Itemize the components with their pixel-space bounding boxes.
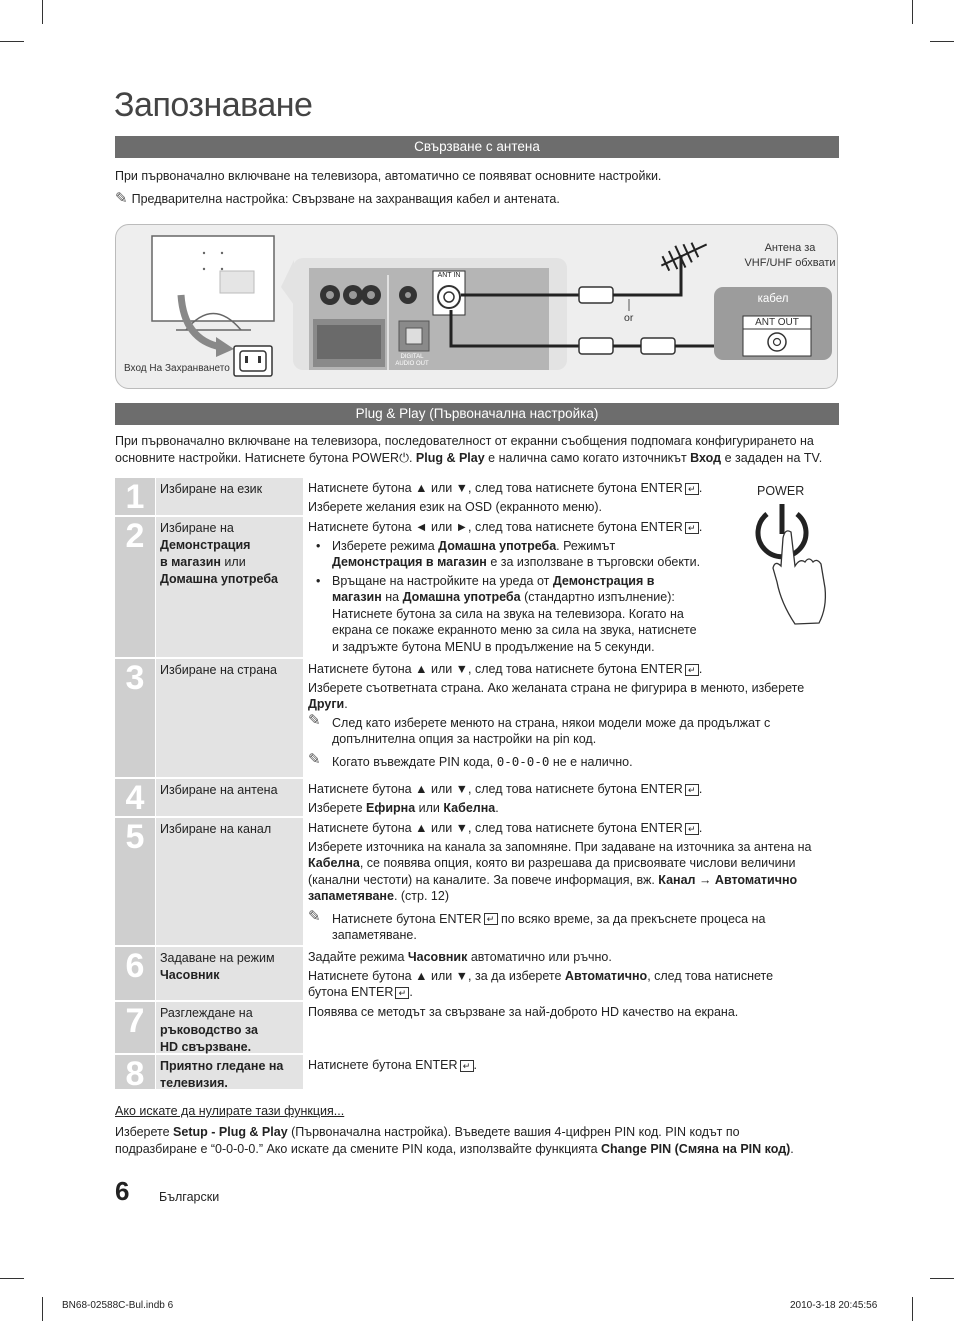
step-row [115, 779, 839, 816]
reset-bold: Change PIN (Смяна на PIN код) [601, 1142, 791, 1156]
intro-power: POWER [351, 451, 400, 465]
section-antenna-text: При първоначално включване на телевизора, автоматично се появяват основните настройки. [115, 169, 662, 183]
step-label-bold: Демонстрация [160, 538, 251, 552]
step-bold: Домашна употреба [438, 538, 557, 553]
step-description: Натиснете бутона ▲ или ▼, след това натиснете бутона ENTER ↵ . Изберете съответната страна. Ако желаната страна не фигурира в менюто, изберете Други. ✎ След като изберете менюто на страна, някои модели може да продължат с допълнителна опция за настройки на pin код. ✎ Когато въвеждате PIN кода, 0-0-0-0 не е налично. [308, 662, 805, 769]
step-label-bold: Домашна употреба [160, 572, 278, 586]
step-text: Натиснете бутона ▲ или ▼, след това натиснете бутона [308, 481, 641, 495]
plug-and-play-intro [115, 433, 839, 467]
step-text: допълнителна опция за настройки на pin код. [332, 732, 597, 746]
step-bold: Кабелна [308, 856, 360, 870]
step-text: е за използване в търговски обекти. [486, 555, 701, 569]
crop-mark [42, 1297, 43, 1321]
step-label: Избиране на език [156, 478, 303, 515]
step-label-bold: в магазин [160, 555, 221, 569]
step-label-bold: HD свързване. [160, 1040, 252, 1054]
step-text: Изберете [308, 800, 367, 815]
step-text: по всяко време, за да прекъснете процеса на [497, 911, 766, 926]
step-label-bold: ръководство за [160, 1023, 258, 1037]
enter-icon: ↵ [460, 1060, 474, 1072]
step-text: Когато въвеждате PIN кода, [332, 754, 497, 769]
digital-audio-label-line1: DIGITAL [400, 354, 424, 360]
reset-text-part: . [790, 1142, 794, 1156]
step-row [115, 478, 839, 515]
step-text: (стандартно изпълнение): [520, 590, 675, 604]
intro-plug-play: Plug & Play [415, 451, 485, 465]
enter-text: ENTER [640, 481, 683, 495]
step-text: Натиснете бутона ▲ или ▼, след това натиснете бутона [308, 782, 641, 796]
step-bold: Демонстрация в магазин [332, 555, 487, 569]
step-number: 2 [115, 517, 155, 657]
reset-heading: Ако искате да нулирате тази функция... [115, 1104, 345, 1118]
crop-mark [912, 0, 913, 24]
ant-out-label: ANT OUT [755, 317, 799, 328]
step-text: Изберете режима [332, 538, 439, 553]
crop-mark [0, 1278, 24, 1279]
step-text: . (стр. 12) [393, 889, 449, 903]
step-text: Изберете източника на канала за запомняне. При задаване на източника за антена на [308, 839, 812, 854]
reset-text-part: подразбиране е “0-0-0-0.” Ако искате да смените PIN кода, използвайте функцията [115, 1142, 602, 1156]
step-number: 7 [115, 1002, 155, 1053]
page-number: 6 [115, 1176, 130, 1206]
enter-icon: ↵ [685, 483, 699, 495]
crop-mark [930, 1278, 954, 1279]
note-icon: ✎ [308, 750, 321, 768]
step-number: 3 [115, 659, 155, 777]
antenna-label-line2: VHF/UHF обхвати [744, 257, 836, 269]
intro-text: . [408, 451, 416, 465]
step-label: Избиране на антена [156, 779, 303, 816]
step-number: 8 [115, 1055, 155, 1089]
power-button-label: POWER [757, 484, 805, 498]
step-text: Натиснете бутона ▲ или ▼, за да изберете [308, 968, 565, 983]
enter-icon: ↵ [685, 522, 699, 534]
intro-text: е зададен на TV. [721, 451, 823, 465]
reset-text-part: Изберете [115, 1125, 174, 1139]
enter-icon: ↵ [484, 913, 498, 925]
footer-file: BN68-02588C-Bul.indb 6 [62, 1300, 174, 1311]
step-row [115, 947, 839, 1000]
step-bold: запаметяване [308, 889, 394, 903]
ant-in-label: ANT IN [437, 272, 461, 279]
step-bold: Други [308, 697, 345, 711]
step-number: 5 [115, 818, 155, 945]
note-icon: ✎ [308, 711, 321, 729]
page-title: Запознаване [114, 86, 313, 124]
step-bold: Демонстрация в [552, 573, 655, 588]
step-label-text: Задаване на режим [160, 951, 275, 965]
step-text: в продължение на 5 секунди. [481, 639, 655, 654]
step-row [115, 818, 839, 945]
antenna-label [740, 241, 840, 271]
enter-icon: ↵ [395, 987, 409, 999]
step-label-bold: Часовник [160, 968, 220, 982]
step-text: Натиснете бутона за сила на звука на телевизора. Когато на [332, 606, 684, 621]
step-text: . Режимът [556, 538, 616, 553]
step-text: → [695, 872, 715, 887]
step-text: , след това натиснете [647, 968, 774, 983]
step-label: Избиране на страна [156, 659, 303, 777]
step-text: екрана се покаже екранното меню за сила на звука, натиснете [332, 623, 697, 637]
power-small-icon: ⏻ [399, 451, 409, 465]
note-icon: ✎ [308, 907, 321, 925]
step-bold: Ефирна [366, 800, 416, 815]
digital-audio-label [386, 354, 438, 368]
step-label-text: Разглеждане на [160, 1006, 253, 1020]
step-text: автоматично или ръчно. [467, 950, 612, 964]
digital-audio-port [406, 328, 422, 344]
enter-text: ENTER [640, 782, 683, 796]
step-text: Задайте режима [308, 950, 408, 964]
step-description: Задайте режима Часовник автоматично или ръчно. Натиснете бутона ▲ или ▼, за да изберете Автоматично, след това натиснете бутона ENTER ↵ . [308, 950, 774, 999]
step-row [115, 517, 839, 657]
step-text: Натиснете бутона [308, 1058, 416, 1072]
step-text: и задръжте бутона [332, 639, 445, 654]
step-text: , се появява опция, която ви разрешава да присвоявате числови величини [359, 856, 796, 870]
step-row [115, 659, 839, 777]
crop-mark [930, 41, 954, 42]
step-text: След като изберете менюто на страна, някои модели може да продължат с [332, 715, 771, 730]
step-bold: Домашна употреба [402, 590, 521, 604]
step-text: Натиснете бутона ◄ или ►, след това натиснете бутона [308, 520, 641, 534]
section-heading-plug-and-play: Plug & Play (Първоначална настройка) [115, 403, 839, 425]
section-heading-antenna: Свързване с антена [115, 136, 839, 158]
step-bold: Часовник [407, 950, 468, 964]
section-antenna-note [115, 190, 839, 208]
step-number: 1 [115, 478, 155, 515]
step-description: Натиснете бутона ◄ или ►, след това натиснете бутона ENTER ↵ . • Изберете режима Домашна употреба. Режимът Демонстрация в магазин е за използване в търговски обекти. • Връщане на настройките на уреда от Демонстрация в магазин на Домашна употреба (стандартно изпълнение): Натиснете бутона за сила на звука на телевизора. Когато на екрана се покаже екранното меню за сила на звука, натиснете и задръжте бутона MENU в продължение на 5 секунди. [308, 519, 748, 657]
step-text: Натиснете бутона ▲ или ▼, след това натиснете бутона [308, 662, 641, 676]
footer-date: 2010-3-18 20:45:56 [790, 1300, 878, 1311]
step-bold: Кабелна [443, 800, 496, 815]
step-number: 6 [115, 947, 155, 1000]
step-bold: Автоматично [564, 968, 648, 983]
step-text: Изберете съответната страна. Ако желаната страна не фигурира в менюто, изберете [308, 680, 805, 695]
enter-text: ENTER [640, 520, 683, 534]
enter-text: ENTER [351, 985, 394, 999]
step-text: Натиснете бутона ▲ или ▼, след това натиснете бутона [308, 821, 641, 835]
enter-text: ENTER [415, 1058, 458, 1072]
step-bold: Автоматично [714, 872, 798, 887]
crop-mark [42, 0, 43, 24]
step-row [115, 1055, 839, 1093]
step-label-text: Избиране на [160, 521, 234, 535]
step-text: Появява се методът за свързване за най-доброто HD качество на екрана. [308, 1005, 739, 1019]
step-label [156, 947, 303, 1000]
enter-icon: ↵ [685, 784, 699, 796]
step-description: Натиснете бутона ▲ или ▼, след това натиснете бутона ENTER ↵ . Изберете желания език на OSD (екранното меню). [308, 480, 748, 517]
intro-source: Вход [690, 451, 722, 465]
enter-icon: ↵ [685, 664, 699, 676]
note-text: Предварителна настройка: Свързване на захранващия кабел и антената. [131, 192, 560, 206]
step-label-text: или [220, 555, 246, 569]
step-text: (канални честоти) на каналите. За повече информация, вж. [308, 872, 659, 887]
pin-code: 0-0-0-0 [496, 753, 550, 769]
intro-text: При първоначално включване на телевизора, последователност от екранни съобщения подпомага конфигурирането на основните настройки. Натиснете бутона [115, 434, 814, 465]
tv-icon [152, 236, 274, 321]
digital-audio-label-line2: AUDIO OUT [395, 361, 429, 367]
or-label: or [624, 312, 634, 324]
step-description: Натиснете бутона ▲ или ▼, след това натиснете бутона ENTER ↵ . Изберете източника на канала за запомняне. При задаване на източника за антена на Кабелна, се появява опция, която ви разрешава да присвоявате числови величини (канални честоти) на каналите. За повече информация, вж. Канал → Автоматично запаметяване. (стр. 12) ✎ Натиснете бутона ENTER ↵ по всяко време, за да прекъснете процеса на запаметяване. [308, 821, 812, 942]
step-label [156, 1002, 303, 1053]
reset-text [115, 1124, 855, 1158]
antenna-icon [656, 234, 711, 277]
crop-mark [0, 41, 24, 42]
step-label [156, 517, 303, 657]
antenna-label-line1: Антена за [764, 242, 816, 254]
menu-text: MENU [444, 639, 482, 654]
step-text: или [415, 800, 444, 815]
power-input-label: Вход На Захранването [124, 363, 230, 374]
step-text: Връщане на настройките на уреда от [332, 573, 553, 588]
enter-text: ENTER [640, 821, 683, 835]
enter-text: ENTER [439, 911, 482, 926]
step-label: Избиране на канал [156, 818, 303, 945]
step-number: 4 [115, 779, 155, 816]
step-description [308, 1004, 836, 1023]
step-bold: магазин [332, 590, 382, 604]
step-description: Натиснете бутона ▲ или ▼, след това натиснете бутона ENTER ↵ . Изберете Ефирна или Кабелна. [308, 782, 703, 815]
note-icon: ✎ [115, 190, 128, 207]
page-language: Български [159, 1190, 220, 1204]
step-text: на [381, 590, 403, 604]
reset-bold: Setup - Plug & Play [173, 1125, 288, 1139]
step-text: Изберете желания език на OSD (екранното меню). [308, 499, 602, 514]
connection-diagram [115, 224, 838, 389]
step-description: Натиснете бутона ENTER ↵ . [308, 1058, 477, 1072]
reset-text-part: (Първоначална настройка). Въведете вашия 4-цифрен PIN код. PIN кодът по [287, 1125, 740, 1139]
step-label: Приятно гледане на телевизия. [156, 1055, 303, 1089]
enter-text: ENTER [640, 662, 683, 676]
step-text: Натиснете бутона [332, 911, 440, 926]
step-text: запаметяване. [332, 928, 417, 942]
step-bold: Канал [658, 872, 696, 887]
step-text: не е налично. [549, 754, 633, 769]
crop-mark [912, 1297, 913, 1321]
step-text: бутона [308, 985, 351, 999]
step-row [115, 1002, 839, 1053]
cable-label: кабел [757, 293, 789, 305]
enter-icon: ↵ [685, 823, 699, 835]
intro-text: е налична само когато източникът [484, 451, 691, 465]
